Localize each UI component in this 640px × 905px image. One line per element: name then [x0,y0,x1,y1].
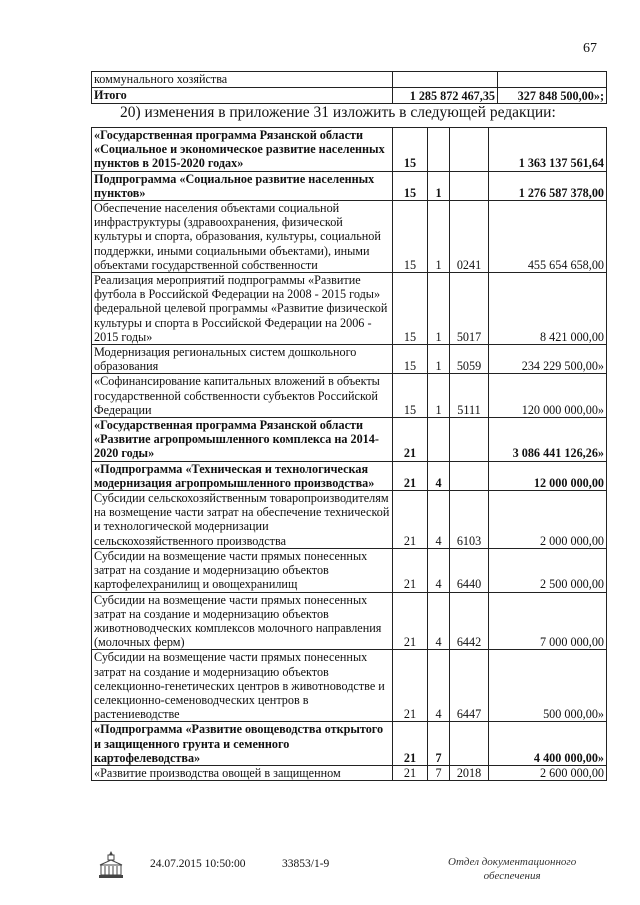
row-sum: 8 421 000,00 [489,273,607,345]
row-article [450,128,489,172]
row-code: 15 [393,201,428,273]
row-subprogram [428,128,450,172]
table-row [92,88,607,104]
row-article: 5111 [450,374,489,418]
row-code: 21 [393,548,428,592]
row-article: 5059 [450,345,489,374]
row-sum: 455 654 658,00 [489,201,607,273]
row-name: Подпрограмма «Социальное развитие населенных пунктов» [92,171,393,200]
row-code: 21 [393,722,428,766]
row-name: Субсидии на возмещение части прямых понесенных затрат на создание и модернизацию объектов селекционно-генетических центров в животноводстве и селекционно-семеноводческих центров в растениеводстве [92,650,393,722]
row-code: 21 [393,765,428,780]
department-stamp [448,855,576,883]
row-article [450,461,489,490]
row-sum: 3 086 441 126,26» [489,418,607,462]
row-name: «Подпрограмма «Техническая и технологическая модернизация агропромышленного производства» [92,461,393,490]
row-article [450,171,489,200]
row-subprogram: 1 [428,273,450,345]
table-row [92,765,607,780]
row-name: Обеспечение населения объектами социальной инфраструктуры (здравоохранения, физической культуры и спорта, образования, культуры, социальной поддержки, иными социальными объектами), иными объектами государственной собственности [92,201,393,273]
table-row [92,201,607,273]
row-code: 21 [393,461,428,490]
section-intro: 20) изменения в приложение 31 изложить в следующей редакции: [120,104,556,121]
table-row [92,650,607,722]
row-subprogram: 4 [428,491,450,549]
table-row [92,345,607,374]
row-subprogram: 4 [428,650,450,722]
table-row [92,461,607,490]
row-sum: 12 000 000,00 [489,461,607,490]
row-sum: 120 000 000,00» [489,374,607,418]
stamp-line-1: Отдел документационного [448,856,577,868]
table-row [92,128,607,172]
row-code: 15 [393,171,428,200]
page-number: 67 [583,41,597,56]
row-code: 15 [393,273,428,345]
row-sum: 2 000 000,00 [489,491,607,549]
row-article: 5017 [450,273,489,345]
row-code: 15 [393,345,428,374]
table-row [92,722,607,766]
row-subprogram: 7 [428,722,450,766]
row-sum-2 [498,72,607,88]
row-code: 15 [393,374,428,418]
row-subprogram [428,418,450,462]
table-row [92,171,607,200]
row-code: 21 [393,592,428,650]
row-article: 6440 [450,548,489,592]
row-name: Итого [92,88,393,104]
row-name: Субсидии на возмещение части прямых понесенных затрат на создание и модернизацию объектов животноводческих комплексов молочного направления (молочных ферм) [92,592,393,650]
row-subprogram: 4 [428,461,450,490]
row-code: 15 [393,128,428,172]
row-sum: 4 400 000,00» [489,722,607,766]
row-name: Реализация мероприятий подпрограммы «Развитие футбола в Российской Федерации на 2008 - 2015 годы» федеральной целевой программы «Развитие физической культуры и спорта в Российской Федерации на 2006 - 2015 годы» [92,273,393,345]
table-row [92,592,607,650]
row-article: 6103 [450,491,489,549]
row-sum-1 [393,72,498,88]
table-row [92,418,607,462]
row-subprogram: 1 [428,345,450,374]
table-row [92,273,607,345]
table-row [92,548,607,592]
appendix-31-table [91,127,607,781]
row-sum: 2 500 000,00 [489,548,607,592]
table-row [92,491,607,549]
row-subprogram: 4 [428,548,450,592]
row-sum-1: 1 285 872 467,35 [393,88,498,104]
row-article [450,418,489,462]
row-name: «Развитие производства овощей в защищенном [92,765,393,780]
row-article: 0241 [450,201,489,273]
table-row [92,374,607,418]
stamp-line-2: обеспечения [483,870,541,882]
row-article: 6447 [450,650,489,722]
row-subprogram: 7 [428,765,450,780]
row-sum: 7 000 000,00 [489,592,607,650]
row-subprogram: 1 [428,201,450,273]
row-name: «Софинансирование капитальных вложений в объекты государственной собственности субъектов Российской Федерации [92,374,393,418]
row-article: 6442 [450,592,489,650]
duma-building-icon [96,849,126,883]
row-subprogram: 4 [428,592,450,650]
previous-table-tail [91,71,607,104]
row-sum: 500 000,00» [489,650,607,722]
row-subprogram: 1 [428,374,450,418]
row-name: «Государственная программа Рязанской области «Социальное и экономическое развитие населенных пунктов в 2015-2020 годах» [92,128,393,172]
row-article: 2018 [450,765,489,780]
row-name: «Государственная программа Рязанской области «Развитие агропромышленного комплекса на 2014-2020 годы» [92,418,393,462]
row-code: 21 [393,491,428,549]
row-sum: 1 363 137 561,64 [489,128,607,172]
row-name: Субсидии сельскохозяйственным товаропроизводителям на возмещение части затрат на обеспечение технической и технологической модернизации сельскохозяйственного производства [92,491,393,549]
row-code: 21 [393,418,428,462]
row-sum: 1 276 587 378,00 [489,171,607,200]
row-name: «Подпрограмма «Развитие овощеводства открытого и защищенного грунта и семенного картофелеводства» [92,722,393,766]
footer-datetime: 24.07.2015 10:50:00 [150,858,246,870]
row-code: 21 [393,650,428,722]
row-sum: 2 600 000,00 [489,765,607,780]
row-sum: 234 229 500,00» [489,345,607,374]
row-sum-2: 327 848 500,00»; [498,88,607,104]
row-name: Субсидии на возмещение части прямых понесенных затрат на создание и модернизацию объектов картофелехранилищ и овощехранилищ [92,548,393,592]
row-subprogram: 1 [428,171,450,200]
row-name: Модернизация региональных систем дошкольного образования [92,345,393,374]
row-name: коммунального хозяйства [92,72,393,88]
footer-doc-number: 33853/1-9 [282,858,330,870]
row-article [450,722,489,766]
table-row [92,72,607,88]
